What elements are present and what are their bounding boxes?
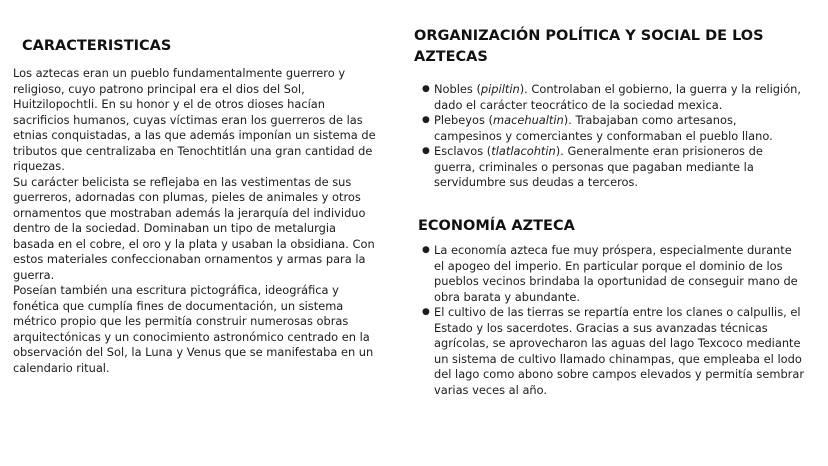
text-line: campesinos y comerciantes y conformaban el pueblo llano. — [434, 128, 773, 143]
organizacion-heading — [414, 26, 764, 68]
text-line: servidumbre sus deudas a terceros. — [434, 175, 639, 189]
text-line: guerra, criminales o personas que pagaban mediante la — [434, 159, 754, 174]
text-line: La economía azteca fue muy próspera, especialmente durante — [434, 243, 792, 257]
text-line: estos materiales confeccionaban ornamentos y armas para la — [13, 252, 366, 266]
bullet-icon: ● — [422, 146, 430, 156]
text-line: Plebeyos (macehualtin). Trabajaban como artesanos, — [434, 113, 737, 127]
caracteristicas-paragraph — [13, 66, 393, 376]
text-line: el apogeo del imperio. En particular porque el dominio de los — [434, 258, 783, 273]
text-line: Nobles (pipiltin). Controlaban el gobierno, la guerra y la religión, — [434, 82, 802, 96]
nahuatl-term: pipiltin — [480, 82, 520, 96]
text-line: un sistema de cultivo llamado chinampas, que empleaba el lodo — [434, 351, 802, 366]
list-item — [422, 113, 824, 144]
text-line: pueblos vecinos brindaba la oportunidad de conseguir mano de — [434, 274, 798, 288]
text-line: basada en el cobre, el oro y la plata y usaban la obsidiana. Con — [13, 236, 375, 251]
list-item — [422, 82, 824, 113]
text-line: Los aztecas eran un pueblo fundamentalmente guerrero y — [13, 66, 346, 80]
text-line: dentro de la sociedad. Dominaban un tipo de metalurgia — [13, 221, 337, 235]
text-line: obra barata y abundante. — [434, 289, 580, 304]
list-item — [422, 305, 824, 398]
bullet-icon: ● — [422, 307, 430, 317]
bullet-icon: ● — [422, 115, 430, 125]
bullet-icon: ● — [422, 84, 430, 94]
text-line: fonética que cumplía fines de documentación, un sistema — [13, 298, 344, 313]
text-line: guerreros, adornadas con plumas, pieles de animales y otros — [13, 190, 361, 204]
text-line: arquitectónicas y un conocimiento astronómico centrado en la — [13, 329, 370, 344]
text-line: del lago como abono sobre campos elevados y permitía sembrar — [434, 367, 805, 381]
text-line: etnias conquistadas, a las que además imponían un sistema de — [13, 128, 376, 142]
text-line: métrico propio que les permitía construir numerosas obras — [13, 314, 349, 328]
text-line: Esclavos (tlatlacohtin). Generalmente eran prisioneros de — [434, 144, 763, 158]
list-item — [422, 144, 824, 191]
text-line: Estado y los sacerdotes. Gracias a sus avanzadas técnicas — [434, 320, 768, 335]
text-line: Su carácter belicista se reflejaba en las vestimentas de sus — [13, 174, 352, 189]
text-line: Huitzilopochtli. En su honor y el de otros dioses hacían — [13, 97, 325, 111]
text-line: guerra. — [13, 267, 55, 282]
text-line: agrícolas, se aprovecharon las aguas del lago Texcoco mediante — [434, 336, 801, 350]
organizacion-list — [422, 82, 824, 191]
economia-heading: ECONOMÍA AZTECA — [418, 218, 575, 234]
text-line: tributos que centralizaba en Tenochtitlán una gran cantidad de — [13, 143, 373, 158]
text-line: El cultivo de las tierras se repartía entre los clanes o calpullis, el — [434, 305, 801, 319]
heading-line: AZTECAS — [414, 49, 488, 65]
text-line: observación del Sol, la Luna y Venus que se manifestaba en un — [13, 345, 374, 359]
nahuatl-term: tlatlacohtin — [491, 144, 556, 158]
heading-line: ORGANIZACIÓN POLÍTICA Y SOCIAL DE LOS — [414, 28, 764, 44]
text-line: varias veces al año. — [434, 382, 548, 397]
text-line: sacrificios humanos, cuyas víctimas eran los guerreros de las — [13, 112, 363, 127]
text-line: riquezas. — [13, 159, 65, 173]
text-line: calendario ritual. — [13, 360, 110, 375]
text-line: religioso, cuyo patrono principal era el dios del Sol, — [13, 81, 305, 96]
text-line: dado el carácter teocrático de la sociedad mexica. — [434, 97, 723, 112]
text-line: ornamentos que mostraban además la jerarquía del individuo — [13, 205, 366, 220]
text-line: Poseían también una escritura pictográfica, ideográfica y — [13, 283, 339, 297]
caracteristicas-heading: CARACTERISTICAS — [22, 38, 172, 54]
economia-list — [422, 243, 824, 398]
list-item — [422, 243, 824, 305]
bullet-icon: ● — [422, 245, 430, 255]
nahuatl-term: macehualtin — [493, 113, 564, 127]
